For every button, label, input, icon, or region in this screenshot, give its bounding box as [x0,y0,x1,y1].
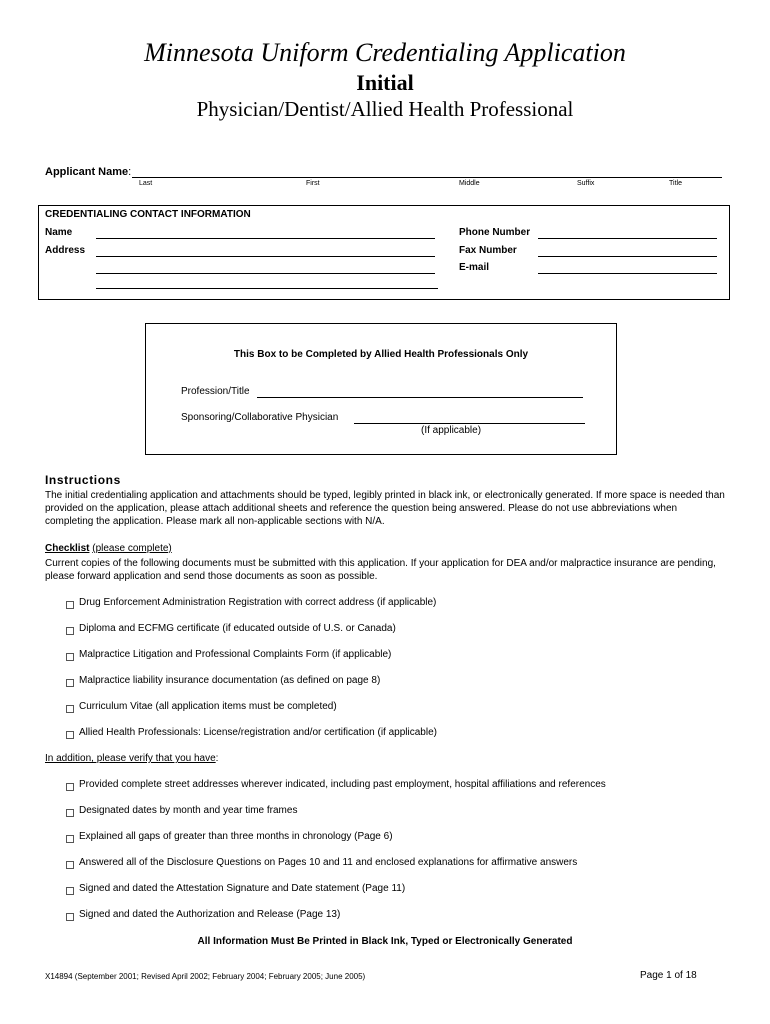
contact-email-label: E-mail [459,262,490,273]
verify-checkbox[interactable] [66,809,74,817]
ink-notice: All Information Must Be Printed in Black Ink, Typed or Electronically Generated [197,936,573,947]
contact-fax-field[interactable] [538,256,717,257]
checklist-checkbox[interactable] [66,731,74,739]
checklist-item: Malpractice Litigation and Professional Complaints Form (if applicable) [79,649,392,660]
verify-checkbox[interactable] [66,783,74,791]
form-title: Minnesota Uniform Credentialing Application [144,38,626,67]
contact-name-label: Name [45,227,73,238]
applicant-part-middle: Middle [459,180,480,187]
checklist-body: Current copies of the following documents must be submitted with this application. If your application for DEA and/or malpractice insurance are pending, please forward application and send those documents as soon as possible. [45,558,716,582]
applicant-name-label: Applicant Name: [45,166,132,178]
contact-phone-label: Phone Number [459,227,531,238]
verify-item: Signed and dated the Authorization and Release (Page 13) [79,909,341,920]
applicant-part-suffix: Suffix [577,180,595,187]
sponsoring-physician-field[interactable] [354,423,585,424]
contact-address-label: Address [45,245,86,256]
verify-checkbox[interactable] [66,861,74,869]
profession-title-label: Profession/Title [181,386,250,397]
verify-item: Explained all gaps of greater than three months in chronology (Page 6) [79,831,393,842]
verify-item: Signed and dated the Attestation Signature and Date statement (Page 11) [79,883,406,894]
verify-checkbox[interactable] [66,835,74,843]
contact-address-field-2[interactable] [96,273,435,274]
applicant-part-last: Last [139,180,153,187]
applicant-name-field[interactable] [132,177,722,178]
contact-address-field-3[interactable] [96,288,438,289]
checklist-checkbox[interactable] [66,679,74,687]
contact-heading: CREDENTIALING CONTACT INFORMATION [45,209,251,220]
verify-checkbox[interactable] [66,913,74,921]
checklist-item: Drug Enforcement Administration Registration with correct address (if applicable) [79,597,437,608]
sponsoring-physician-label: Sponsoring/Collaborative Physician [181,412,339,423]
checklist-checkbox[interactable] [66,653,74,661]
checklist-item: Allied Health Professionals: License/registration and/or certification (if applicable) [79,727,437,738]
contact-fax-label: Fax Number [459,245,517,256]
profession-title-field[interactable] [257,397,583,398]
if-applicable-note: (If applicable) [421,425,482,436]
contact-address-field-1[interactable] [96,256,435,257]
checklist-checkbox[interactable] [66,601,74,609]
contact-email-field[interactable] [538,273,717,274]
page-number: Page 1 of 18 [640,970,697,981]
verify-item: Provided complete street addresses wherever indicated, including past employment, hospital affiliations and references [79,779,606,790]
verify-item: Designated dates by month and year time frames [79,805,298,816]
contact-phone-field[interactable] [538,238,717,239]
contact-name-field[interactable] [96,238,435,239]
checklist-item: Diploma and ECFMG certificate (if educated outside of U.S. or Canada) [79,623,396,634]
instructions-body: The initial credentialing application and attachments should be typed, legibly printed in black ink, or electronically generated. If more space is needed than provided on the application, please attach additional sheets and reference the question being answered. Please do not use abbreviations when completing the application. Please mark all non-applicable sections with N/A. [45,490,725,527]
checklist-item: Curriculum Vitae (all application items must be completed) [79,701,337,712]
checklist-checkbox[interactable] [66,627,74,635]
allied-box-heading: This Box to be Completed by Allied Health Professionals Only [233,349,529,360]
profession-line: Physician/Dentist/Allied Health Professional [196,97,574,121]
checklist-checkbox[interactable] [66,705,74,713]
instructions-heading: Instructions [45,473,121,487]
verify-checkbox[interactable] [66,887,74,895]
form-id: X14894 (September 2001; Revised April 2002; February 2004; February 2005; June 2005) [45,972,366,981]
form-subtitle: Initial [356,70,414,95]
checklist-item: Malpractice liability insurance documentation (as defined on page 8) [79,675,381,686]
applicant-part-first: First [306,180,320,187]
verify-heading: In addition, please verify that you have: [45,753,219,764]
checklist-heading: Checklist (please complete) [45,543,172,554]
verify-item: Answered all of the Disclosure Questions on Pages 10 and 11 and enclosed explanations for affirmative answers [79,857,578,868]
applicant-part-title: Title [669,180,682,187]
